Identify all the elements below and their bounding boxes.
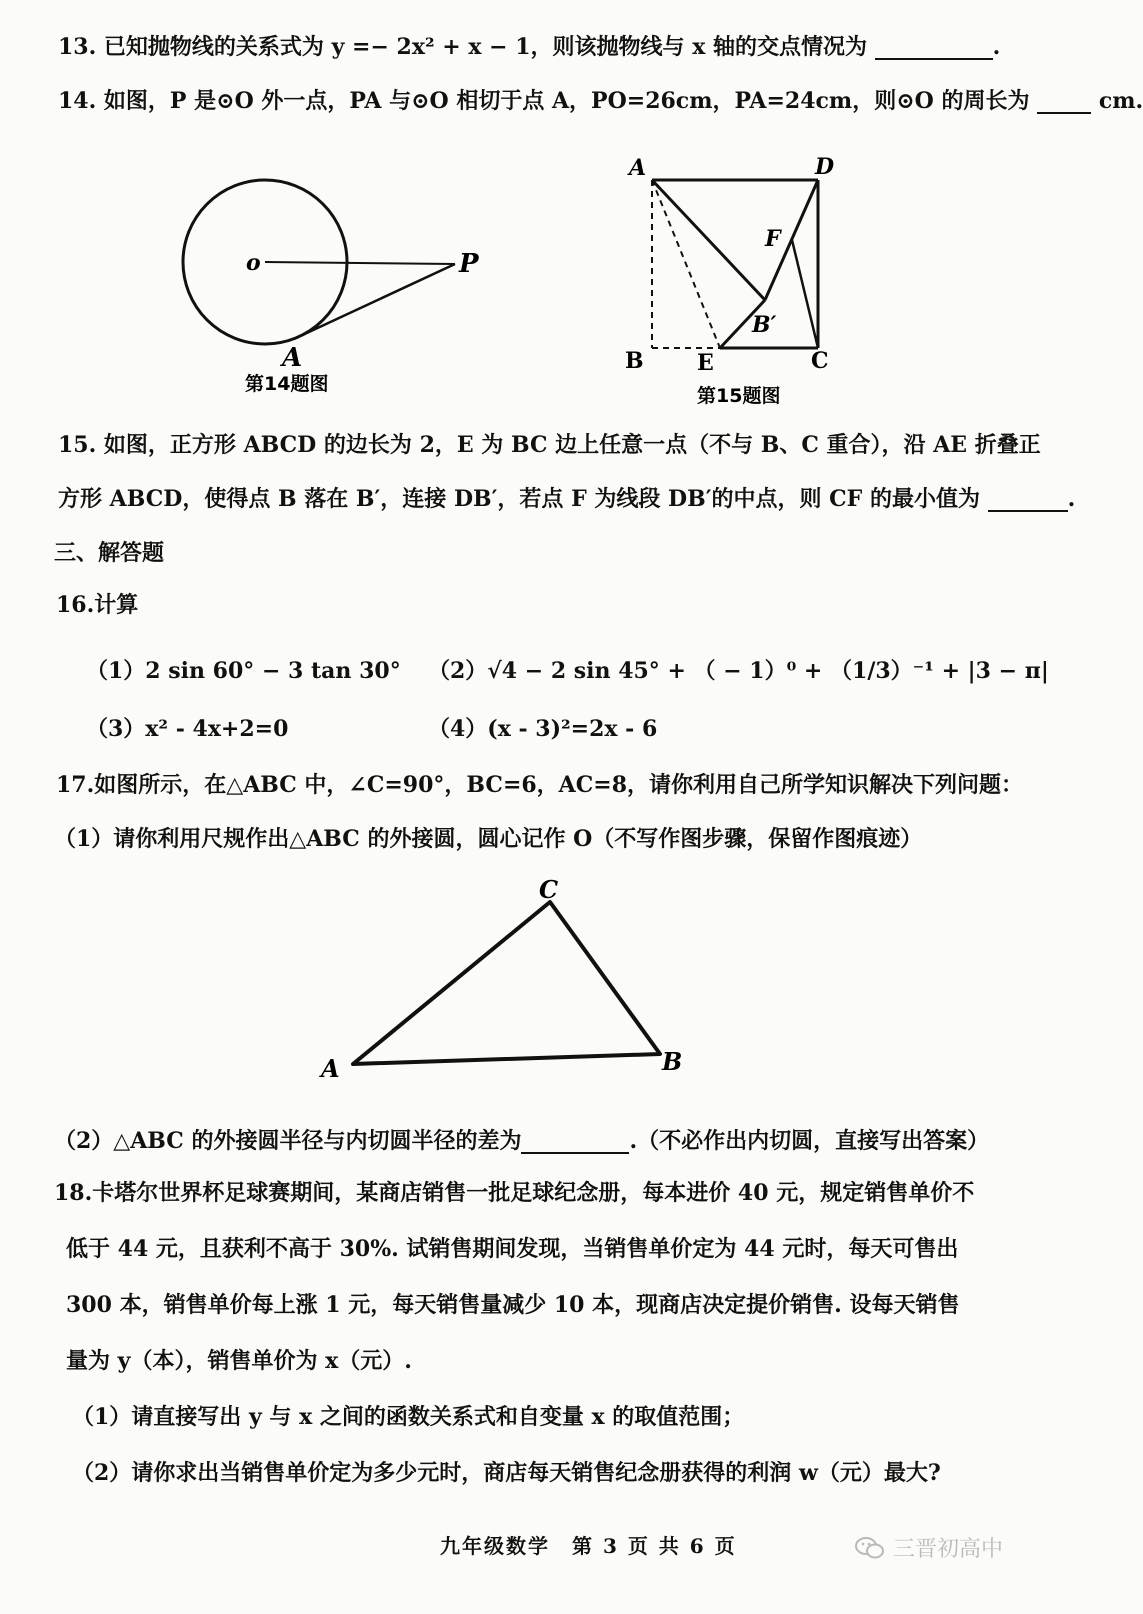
q17-part2-end: .（不必作出内切圆，直接写出答案） xyxy=(629,1128,990,1154)
q16-part3: （3）x² - 4x+2=0 xyxy=(86,716,289,742)
figure-15-svg xyxy=(615,150,865,415)
q18-line1: 18.卡塔尔世界杯足球赛期间，某商店销售一批足球纪念册，每本进价 40 元，规定销售单价不 xyxy=(54,1180,975,1206)
q16-part2: （2）√4 − 2 sin 45° + （ − 1）⁰ + （1/3）⁻¹ + |3 − π| xyxy=(428,658,1049,684)
q18-part2: （2）请你求出当销售单价定为多少元时，商店每天销售纪念册获得的利润 w（元）最大? xyxy=(72,1460,941,1486)
figure-14-caption: 第14题图 xyxy=(245,373,329,395)
q16-part4: （4）(x - 3)²=2x - 6 xyxy=(428,716,658,742)
label-e15: E xyxy=(697,350,714,376)
q13-end: . xyxy=(992,34,1001,60)
q16-part1: （1）2 sin 60° − 3 tan 30° xyxy=(86,658,401,684)
label-b17: B xyxy=(662,1047,683,1076)
question-16-title: 16.计算 xyxy=(56,592,139,618)
question-14 xyxy=(58,88,1143,114)
q13-answer-blank[interactable] xyxy=(875,36,993,60)
q15-line1: 15. 如图，正方形 ABCD 的边长为 2，E 为 BC 边上任意一点（不与 B、C 重合），沿 AE 折叠正 xyxy=(58,432,1041,458)
label-c15: C xyxy=(811,348,829,374)
watermark xyxy=(855,1532,1003,1563)
label-a15: A xyxy=(629,155,647,181)
q17-answer-blank[interactable] xyxy=(521,1130,629,1154)
segment-op xyxy=(265,262,455,264)
q18-line4: 量为 y（本），销售单价为 x（元）. xyxy=(66,1348,412,1374)
q17-part2 xyxy=(54,1128,989,1154)
label-f15: F xyxy=(765,226,781,252)
figure-14 xyxy=(180,180,500,400)
segment-pa xyxy=(296,264,455,338)
label-o: o xyxy=(246,250,261,276)
q13-text: 13. 已知抛物线的关系式为 y =− 2x² + x − 1，则该抛物线与 x 轴的交点情况为 xyxy=(58,34,867,60)
q18-line2: 低于 44 元，且获利不高于 30%. 试销售期间发现，当销售单价定为 44 元时，每天可售出 xyxy=(66,1236,959,1262)
watermark-text: 三晋初高中 xyxy=(893,1537,1004,1562)
figure-17 xyxy=(315,872,695,1092)
q18-part1: （1）请直接写出 y 与 x 之间的函数关系式和自变量 x 的取值范围； xyxy=(72,1404,745,1430)
page-footer: 九年级数学 第 3 页 共 6 页 xyxy=(440,1534,737,1558)
wechat-icon xyxy=(855,1536,885,1560)
label-b-prime15: B′ xyxy=(752,312,777,338)
label-p: P xyxy=(459,249,479,279)
q15-end: . xyxy=(1067,486,1076,512)
label-d15: D xyxy=(815,154,835,180)
q15-answer-blank[interactable] xyxy=(988,488,1068,512)
q17-part1: （1）请你利用尺规作出△ABC 的外接圆，圆心记作 O（不写作图步骤，保留作图痕迹） xyxy=(54,826,923,852)
q14-unit: cm. xyxy=(1098,88,1143,114)
q14-text: 14. 如图，P 是⊙O 外一点，PA 与⊙O 相切于点 A，PO=26cm，PA=24cm，则⊙O 的周长为 xyxy=(58,88,1030,114)
figure-15-caption: 第15题图 xyxy=(697,385,781,407)
label-c17: C xyxy=(539,875,559,904)
triangle-abc xyxy=(353,902,660,1064)
figure-14-svg xyxy=(180,180,500,400)
segment-ab-prime xyxy=(652,180,765,300)
question-13 xyxy=(58,34,1000,60)
q18-line3: 300 本，销售单价每上涨 1 元，每天销售量减少 10 本，现商店决定提价销售. 设每天销售 xyxy=(66,1292,960,1318)
q15-line2: 方形 ABCD，使得点 B 落在 B′，连接 DB′，若点 F 为线段 DB′的中点，则 CF 的最小值为 xyxy=(58,486,980,512)
question-15-line1 xyxy=(58,432,1041,458)
segment-cf xyxy=(792,240,818,348)
question-15-line2 xyxy=(58,486,1075,512)
label-b15: B xyxy=(625,348,644,374)
label-a17: A xyxy=(321,1054,340,1083)
figure-15 xyxy=(615,150,865,415)
q14-answer-blank[interactable] xyxy=(1037,90,1091,114)
figure-17-svg xyxy=(315,872,695,1092)
label-a: A xyxy=(282,343,303,373)
q17-part2-text: （2）△ABC 的外接圆半径与内切圆半径的差为 xyxy=(54,1128,522,1154)
segment-ae-dashed xyxy=(652,180,720,348)
question-17-title: 17.如图所示，在△ABC 中，∠C=90°，BC=6，AC=8，请你利用自己所学知识解决下列问题： xyxy=(56,772,1024,798)
section-3-heading: 三、解答题 xyxy=(54,540,165,566)
